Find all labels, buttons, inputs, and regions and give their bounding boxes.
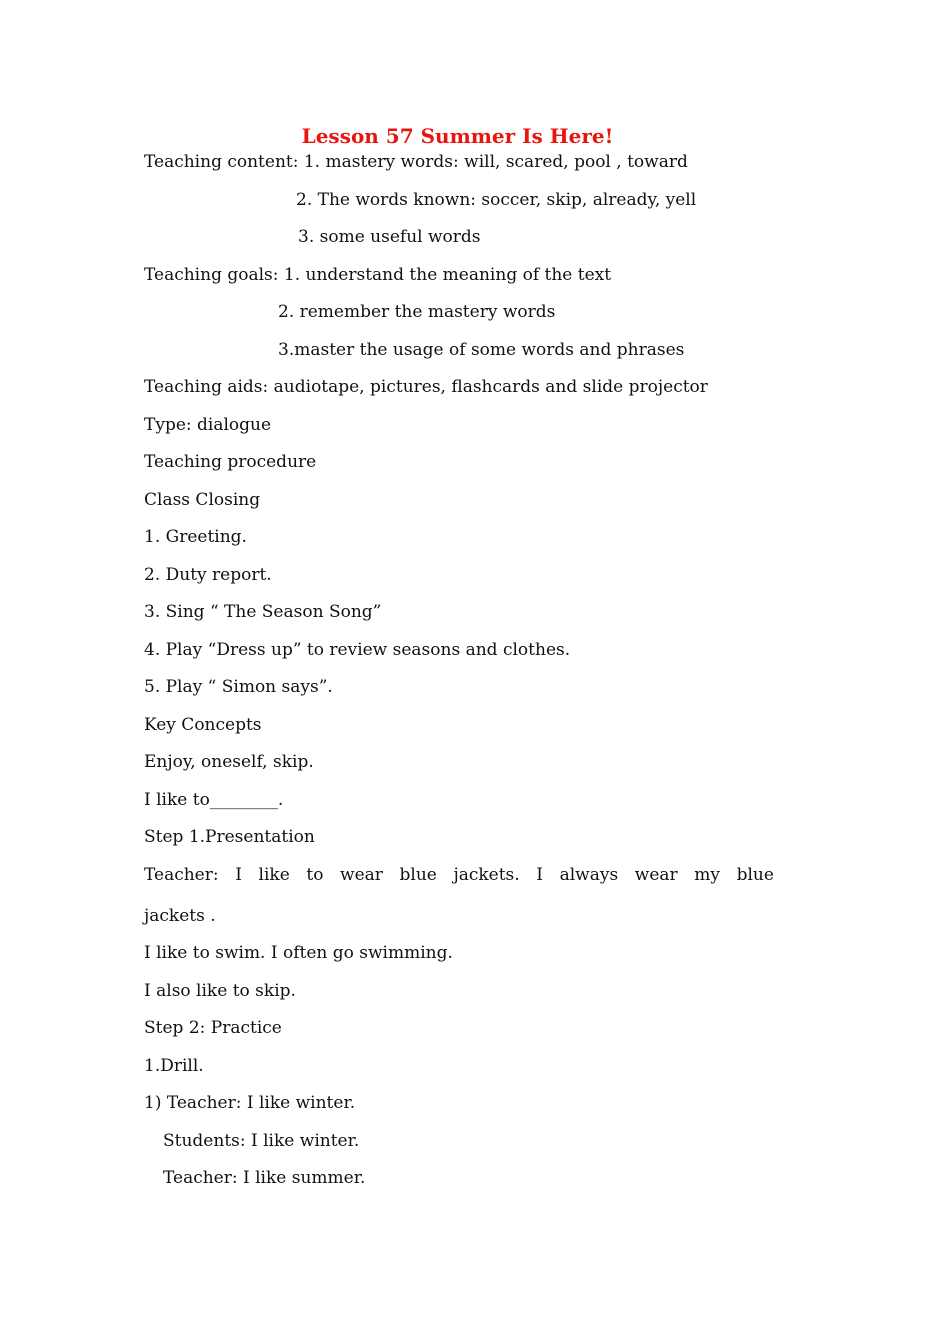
word: Teacher: bbox=[144, 865, 219, 885]
step1-teacher-line-cont: jackets . bbox=[144, 906, 216, 926]
step1-line-2: I like to swim. I often go swimming. bbox=[144, 943, 453, 963]
word: wear bbox=[634, 865, 678, 885]
teaching-content-line-3: 3. some useful words bbox=[298, 227, 481, 247]
teaching-goals-line-2: 2. remember the mastery words bbox=[278, 302, 556, 322]
word: my bbox=[694, 865, 720, 885]
key-concepts-pattern: I like to________. bbox=[144, 790, 284, 810]
word: blue bbox=[736, 865, 774, 885]
word: to bbox=[306, 865, 324, 885]
word: blue bbox=[399, 865, 437, 885]
class-closing-heading: Class Closing bbox=[144, 490, 261, 510]
lesson-type: Type: dialogue bbox=[144, 415, 272, 435]
key-concepts-heading: Key Concepts bbox=[144, 715, 262, 735]
word: I bbox=[235, 865, 242, 885]
document-title: Lesson 57 Summer Is Here! bbox=[301, 124, 614, 148]
procedure-heading: Teaching procedure bbox=[144, 452, 317, 472]
class-closing-item: 1. Greeting. bbox=[144, 527, 247, 547]
teaching-content-line-1: Teaching content: 1. mastery words: will, scared, pool , toward bbox=[144, 152, 688, 172]
step1-teacher-line bbox=[144, 864, 774, 886]
step1-heading: Step 1.Presentation bbox=[144, 827, 315, 847]
class-closing-item: 4. Play “Dress up” to review seasons and clothes. bbox=[144, 640, 571, 660]
step2-drill: 1.Drill. bbox=[144, 1056, 204, 1076]
drill-line: Teacher: I like summer. bbox=[163, 1168, 366, 1188]
drill-line: Students: I like winter. bbox=[163, 1131, 360, 1151]
teaching-goals-line-1: Teaching goals: 1. understand the meaning of the text bbox=[144, 265, 612, 285]
class-closing-item: 2. Duty report. bbox=[144, 565, 272, 585]
word: wear bbox=[340, 865, 383, 885]
word: jackets. bbox=[453, 865, 520, 885]
class-closing-item: 3. Sing “ The Season Song” bbox=[144, 602, 382, 622]
teaching-aids: Teaching aids: audiotape, pictures, flashcards and slide projector bbox=[144, 377, 708, 397]
word: I bbox=[536, 865, 543, 885]
drill-line: 1) Teacher: I like winter. bbox=[144, 1093, 356, 1113]
teaching-goals-line-3: 3.master the usage of some words and phrases bbox=[278, 340, 685, 360]
class-closing-item: 5. Play “ Simon says”. bbox=[144, 677, 333, 697]
teaching-content-line-2: 2. The words known: soccer, skip, already, yell bbox=[296, 190, 697, 210]
word: like bbox=[258, 865, 290, 885]
key-concepts-words: Enjoy, oneself, skip. bbox=[144, 752, 314, 772]
step1-line-3: I also like to skip. bbox=[144, 981, 296, 1001]
word: always bbox=[559, 865, 619, 885]
step2-heading: Step 2: Practice bbox=[144, 1018, 282, 1038]
